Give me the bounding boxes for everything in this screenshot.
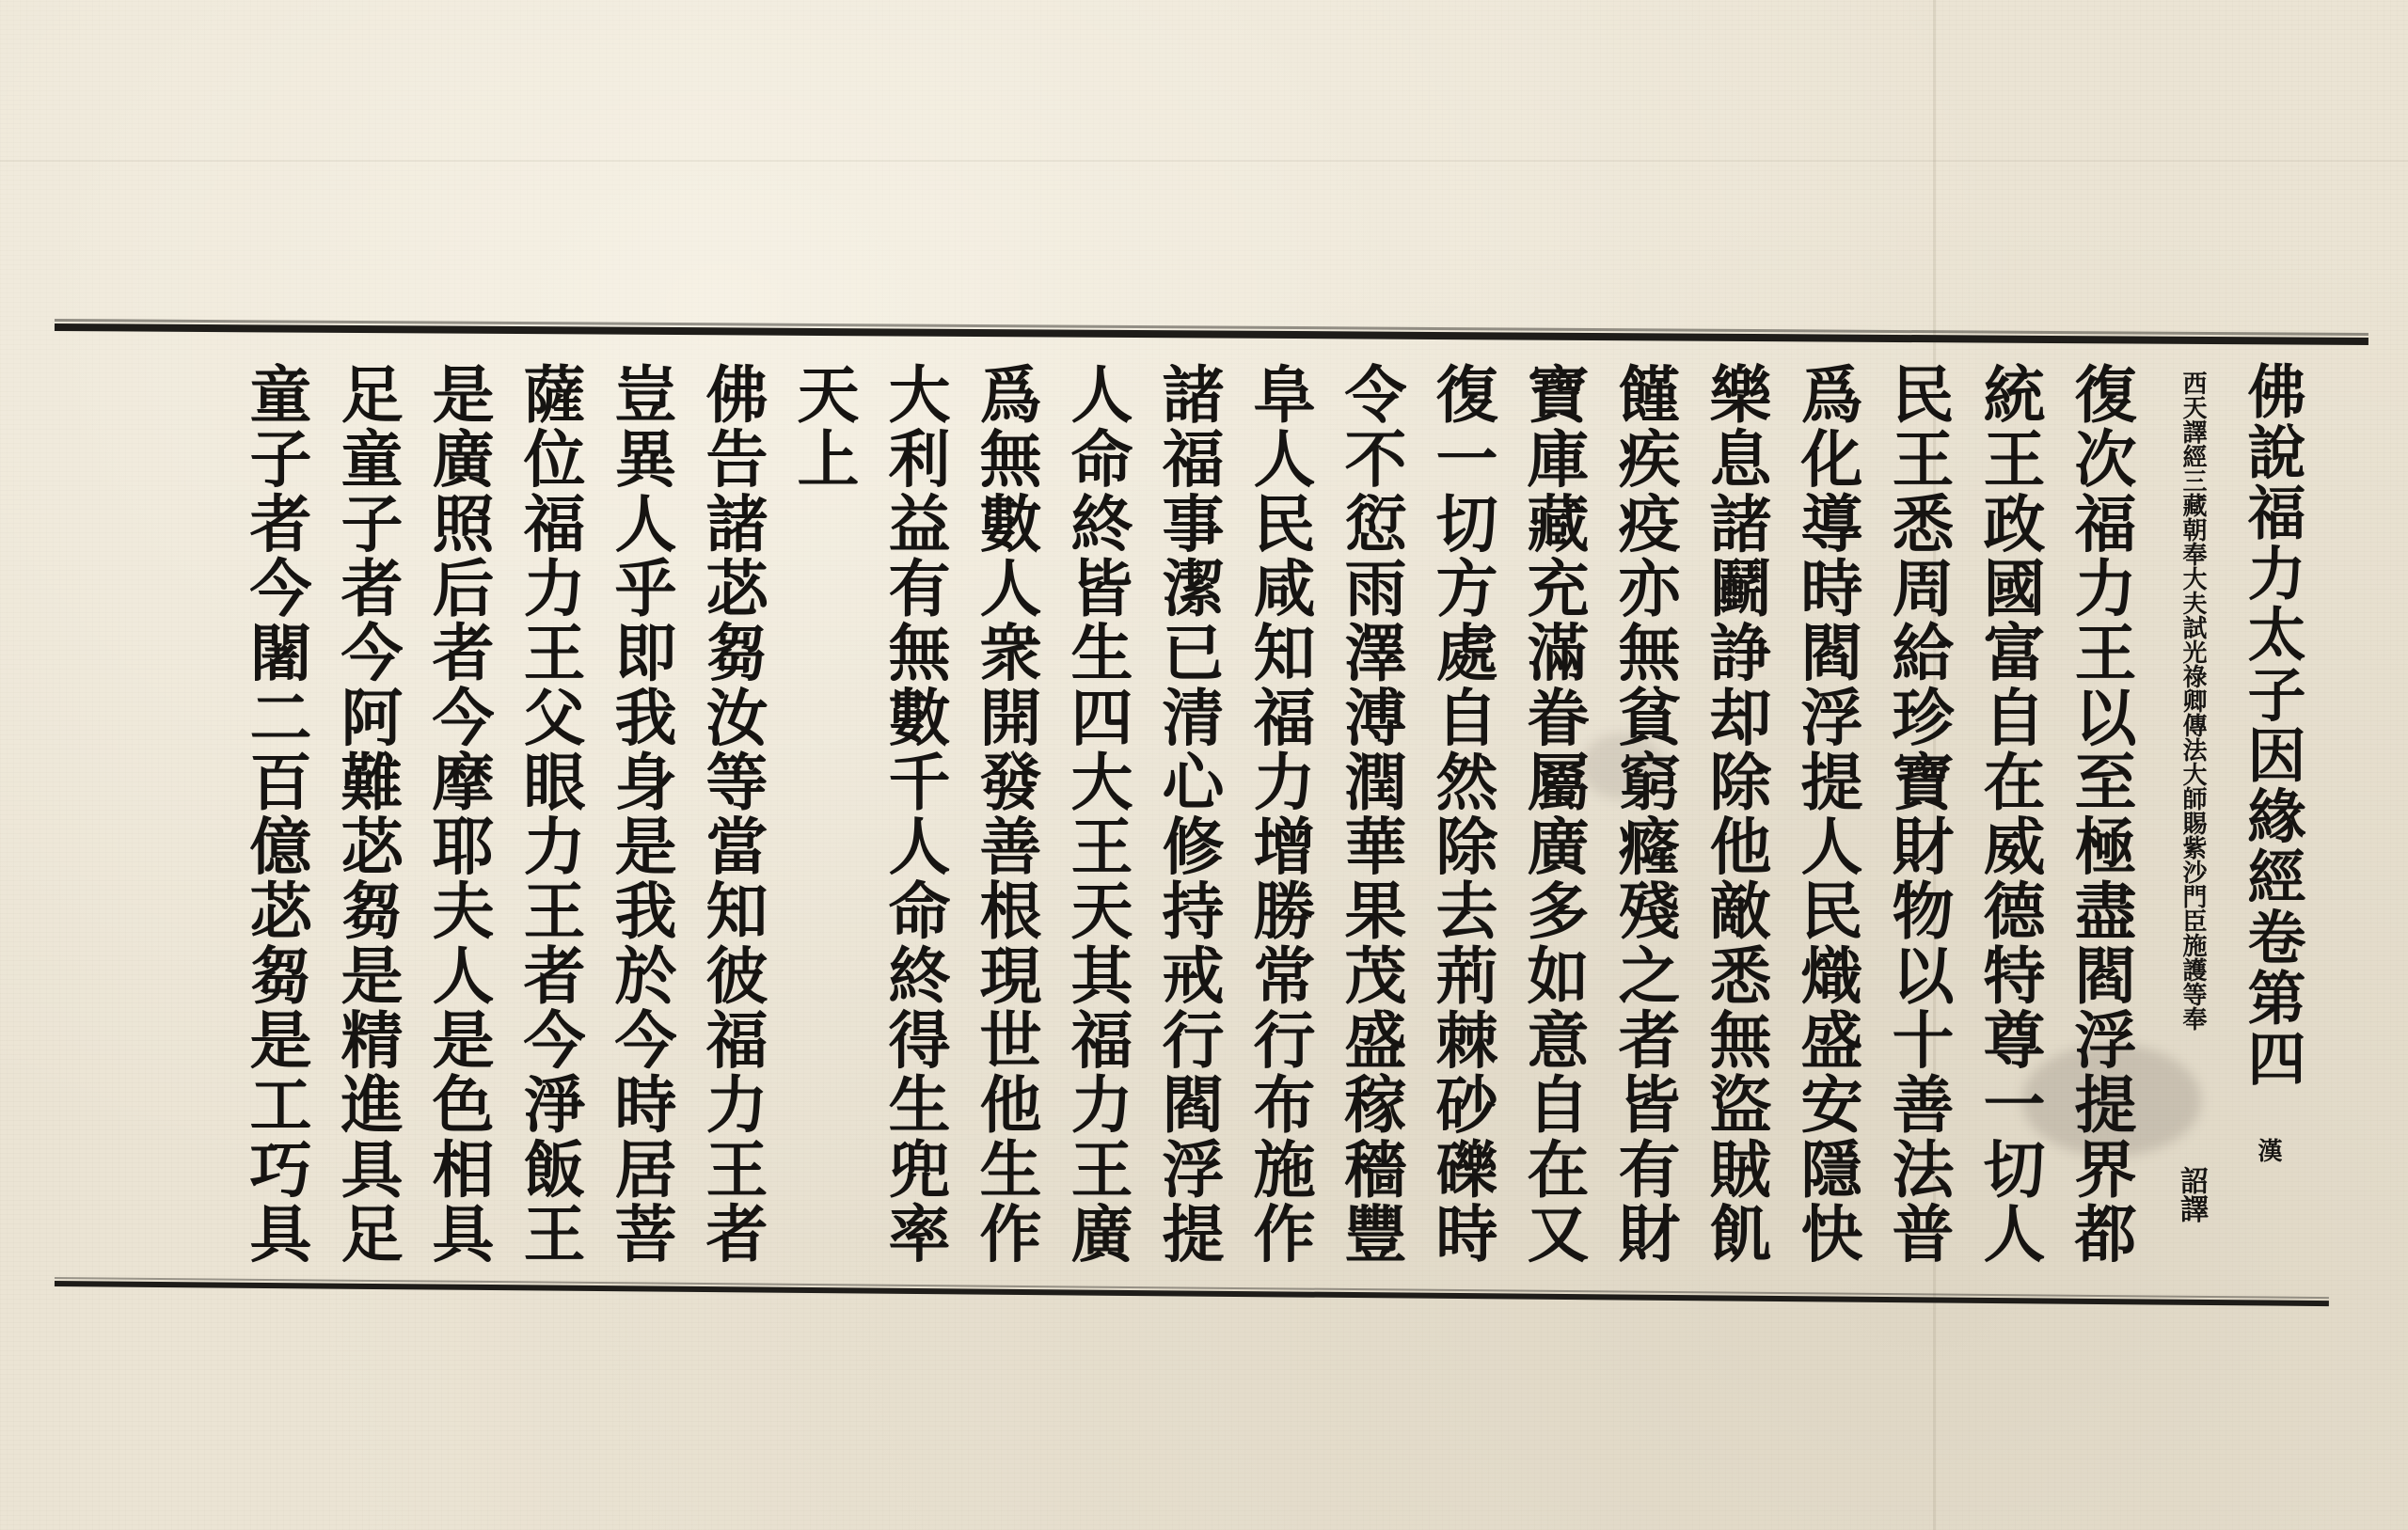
text-column: 豈異人乎即我身是我於今時居菩: [604, 362, 677, 1266]
text-column: 爲無數人衆開發善根現世他生作: [969, 362, 1042, 1266]
translator-tag: 詔譯: [2175, 1166, 2208, 1222]
text-column: 是廣照后者今摩耶夫人是色相具: [421, 362, 495, 1266]
text-column: 爲化導時閻浮提人民熾盛安隱快: [1790, 362, 1863, 1266]
text-column: 寶庫藏充滿眷屬廣多如意自在又: [1516, 362, 1590, 1266]
text-column: 人命終皆生四大王天其福力王廣: [1060, 362, 1133, 1266]
text-column: 足童子者今阿難苾芻是精進具足: [330, 362, 404, 1266]
text-column: 童子者今闍二百億苾芻是工巧具: [239, 362, 312, 1266]
translator-line: 西天譯經三藏朝奉大夫試光祿卿傳法大師賜紫沙門臣施護等奉: [2178, 371, 2207, 1031]
text-column: 統王政國富自在威德特尊一切人: [1972, 362, 2046, 1266]
text-column: 諸福事潔已清心修持戒行閻浮提: [1151, 362, 1225, 1266]
text-column: 令不愆雨澤溥潤華果茂盛稼穡豐: [1334, 362, 1407, 1266]
text-column: 饉疾疫亦無貧窮癃殘之者皆有財: [1608, 362, 1681, 1266]
text-column: 大利益有無數千人命終得生兜率: [878, 362, 951, 1266]
text-column: 樂息諸鬬諍却除他敵悉無盜賊飢: [1699, 362, 1772, 1266]
text-column: 民王悉周給珍寶財物以十善法普: [1881, 362, 1955, 1266]
text-column: 復次福力王以至極盡閻浮提界都: [2064, 362, 2137, 1266]
text-column: 佛告諸苾芻汝等當知彼福力王者: [695, 362, 768, 1266]
text-column: 薩位福力王父眼力王者今淨飯王: [513, 362, 586, 1266]
sutra-title: 佛說福力太子因緣經卷第四: [2238, 361, 2306, 1089]
text-column: 復一切方處自然除去荊棘砂礫時: [1425, 362, 1498, 1266]
text-column: 天上: [786, 362, 860, 492]
paper-crease: [0, 160, 2408, 162]
text-column: 阜人民咸知福力增勝常行布施作: [1243, 362, 1316, 1266]
title-tag: 漢: [2254, 1138, 2282, 1162]
